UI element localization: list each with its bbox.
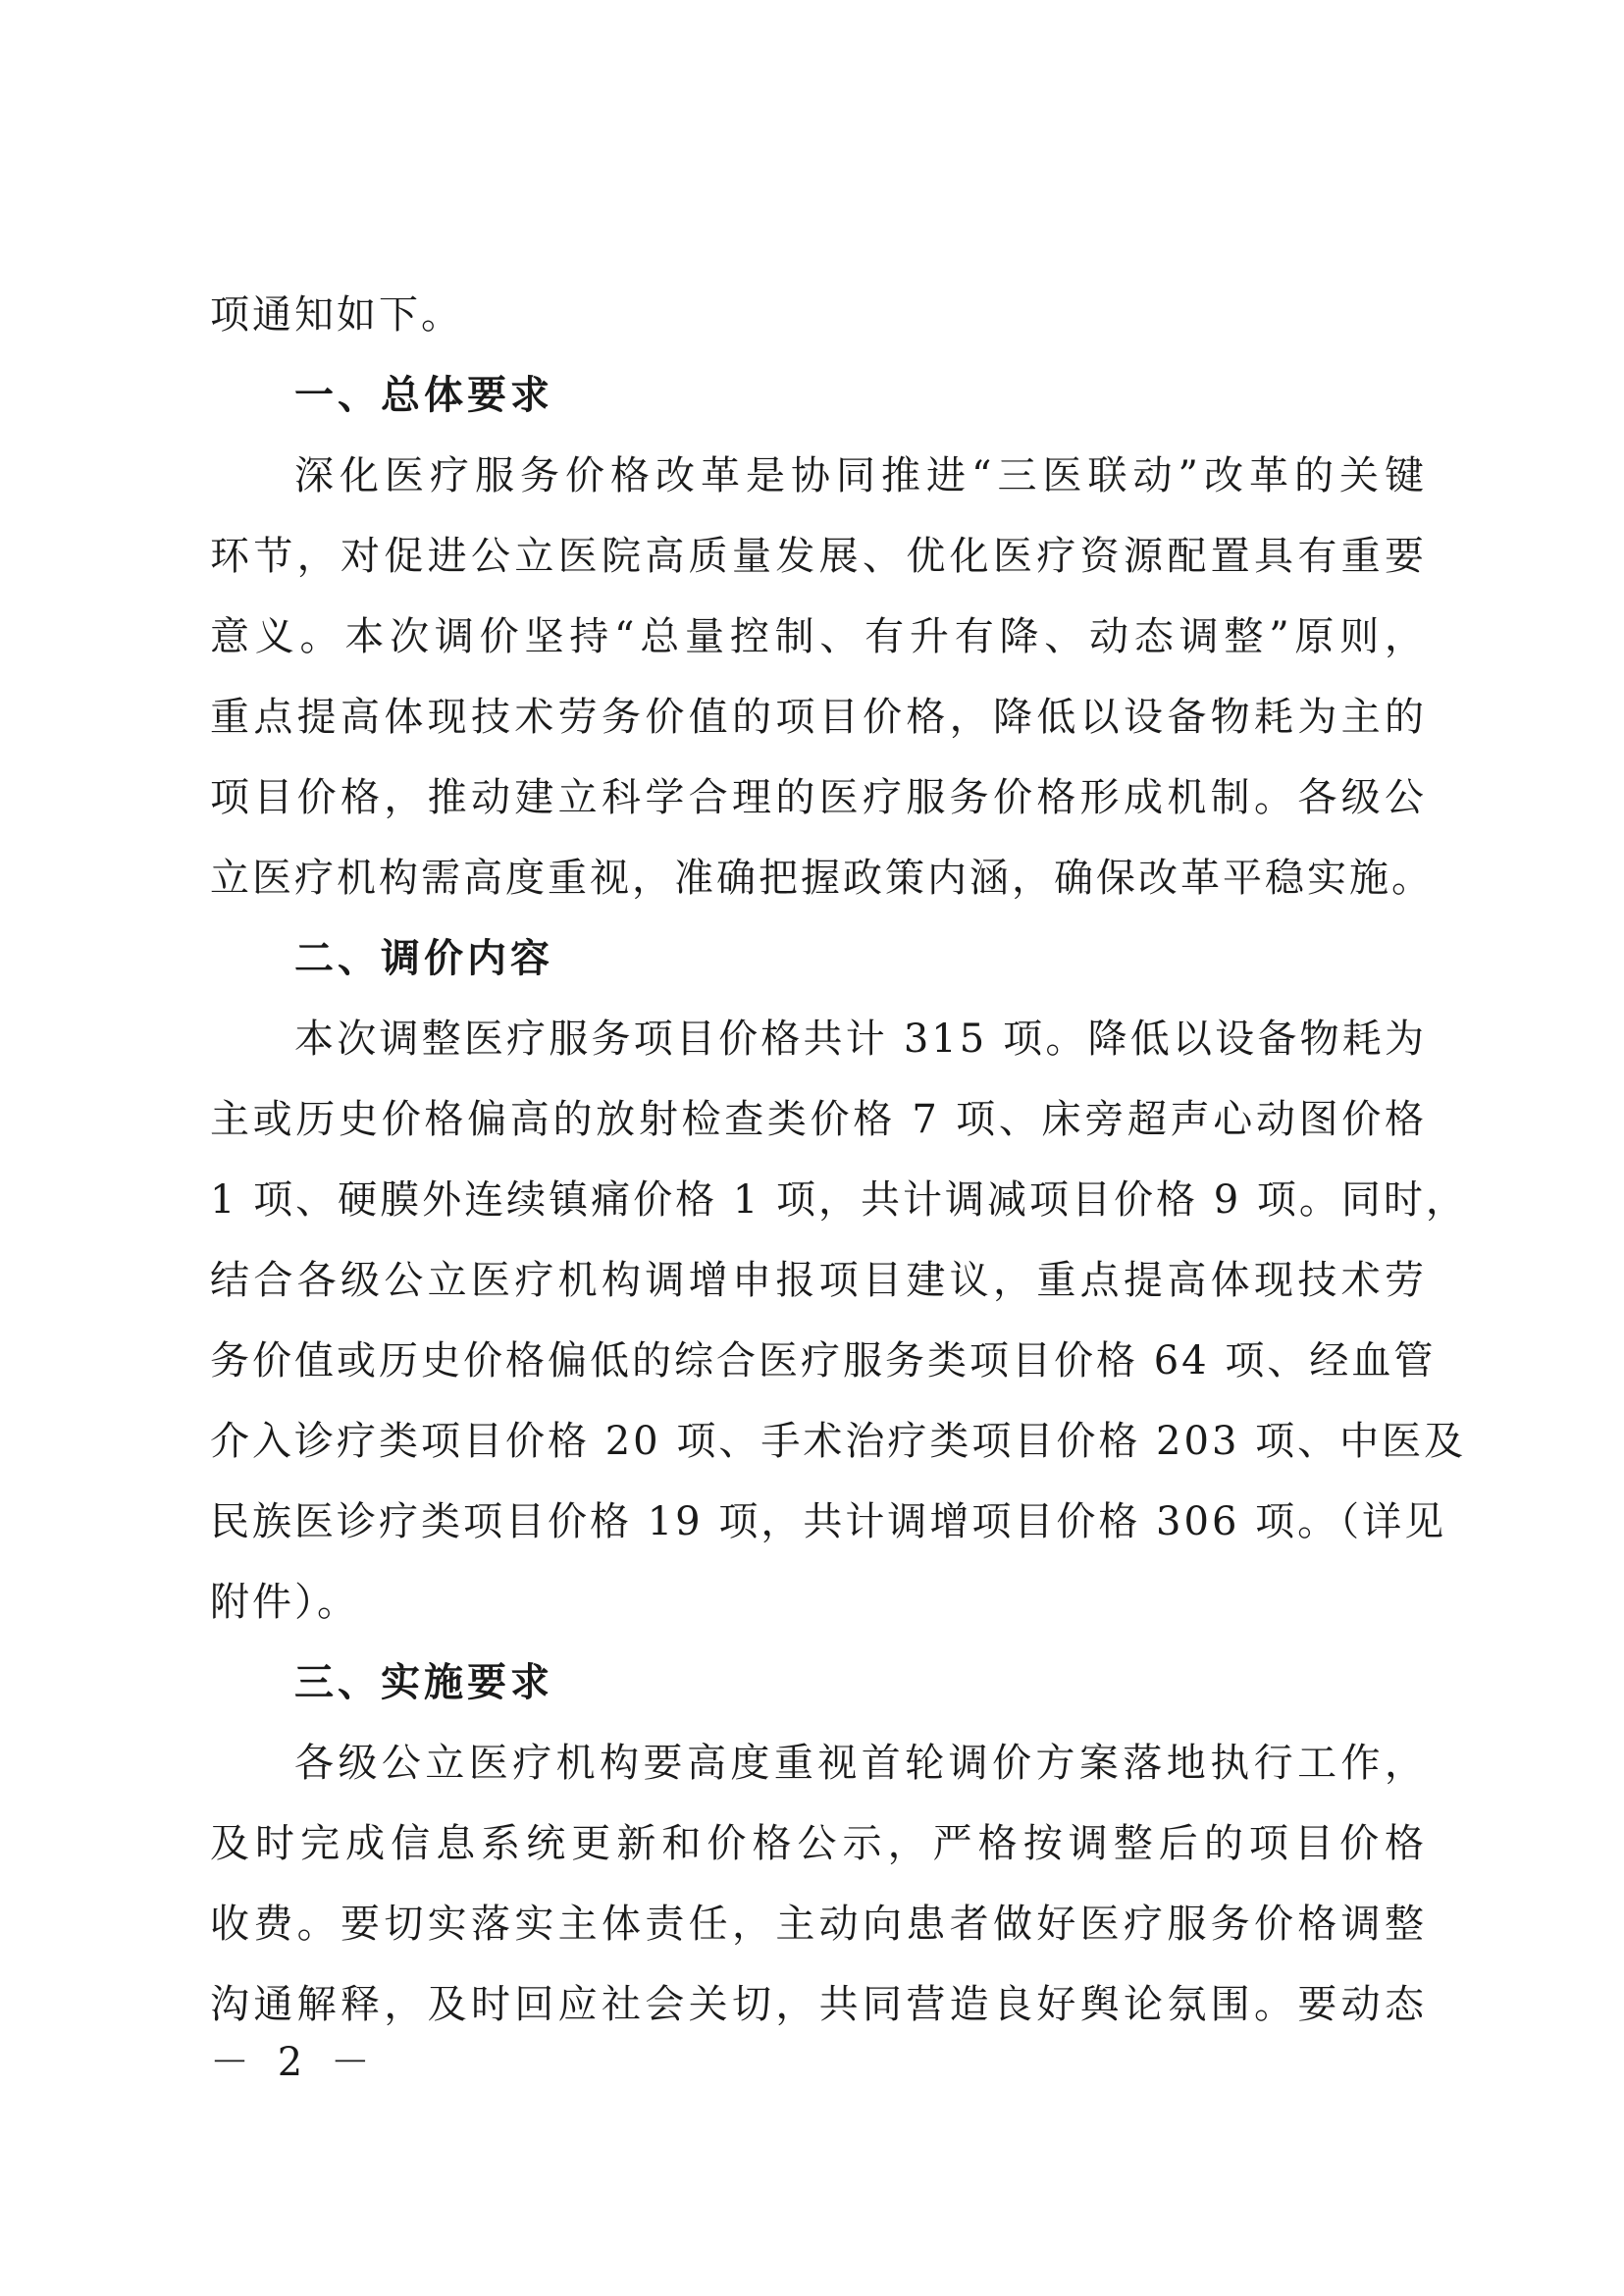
body-text-line: 收费。要切实落实主体责任，主动向患者做好医疗服务价格调整 xyxy=(210,1902,1427,1947)
paragraph-ending-line: 项通知如下。 xyxy=(210,292,463,338)
body-text-line: 深化医疗服务价格改革是协同推进“三医联动”改革的关键 xyxy=(294,453,1427,498)
page-number: － 2 － xyxy=(210,2040,378,2085)
body-text-line: 重点提高体现技术劳务价值的项目价格，降低以设备物耗为主的 xyxy=(210,695,1427,740)
body-text-line: 介入诊疗类项目价格 20 项、手术治疗类项目价格 203 项、中医及 xyxy=(210,1419,1467,1464)
body-text-line: 主或历史价格偏高的放射检查类价格 7 项、床旁超声心动图价格 xyxy=(210,1097,1427,1142)
body-text-line: 结合各级公立医疗机构调增申报项目建议，重点提高体现技术劳 xyxy=(210,1258,1427,1303)
body-text-line: 民族医诊疗类项目价格 19 项，共计调增项目价格 306 项。（详见 xyxy=(210,1499,1447,1544)
body-text-line: 1 项、硬膜外连续镇痛价格 1 项，共计调减项目价格 9 项。同时， xyxy=(210,1177,1468,1223)
body-text-line: 本次调整医疗服务项目价格共计 315 项。降低以设备物耗为 xyxy=(294,1017,1427,1062)
body-text-line: 附件）。 xyxy=(210,1580,359,1625)
body-text-line: 立医疗机构需高度重视，准确把握政策内涵，确保改革平稳实施。 xyxy=(210,856,1434,901)
body-text-line: 沟通解释，及时回应社会关切，共同营造良好舆论氛围。要动态 xyxy=(210,1982,1427,2027)
body-text-line: 及时完成信息系统更新和价格公示，严格按调整后的项目价格 xyxy=(210,1821,1427,1866)
document-body xyxy=(210,275,1468,2045)
section-heading-implementation: 三、实施要求 xyxy=(294,1660,553,1705)
section-heading-overall-requirements: 一、总体要求 xyxy=(294,373,553,418)
body-text-line: 项目价格，推动建立科学合理的医疗服务价格形成机制。各级公 xyxy=(210,775,1427,820)
body-text-line: 环节，对促进公立医院高质量发展、优化医疗资源配置具有重要 xyxy=(210,534,1427,579)
body-text-line: 意义。本次调价坚持“总量控制、有升有降、动态调整”原则， xyxy=(210,614,1427,659)
body-text-line: 各级公立医疗机构要高度重视首轮调价方案落地执行工作， xyxy=(294,1741,1427,1786)
section-heading-price-adjustment: 二、调价内容 xyxy=(294,936,553,981)
body-text-line: 务价值或历史价格偏低的综合医疗服务类项目价格 64 项、经血管 xyxy=(210,1338,1437,1383)
